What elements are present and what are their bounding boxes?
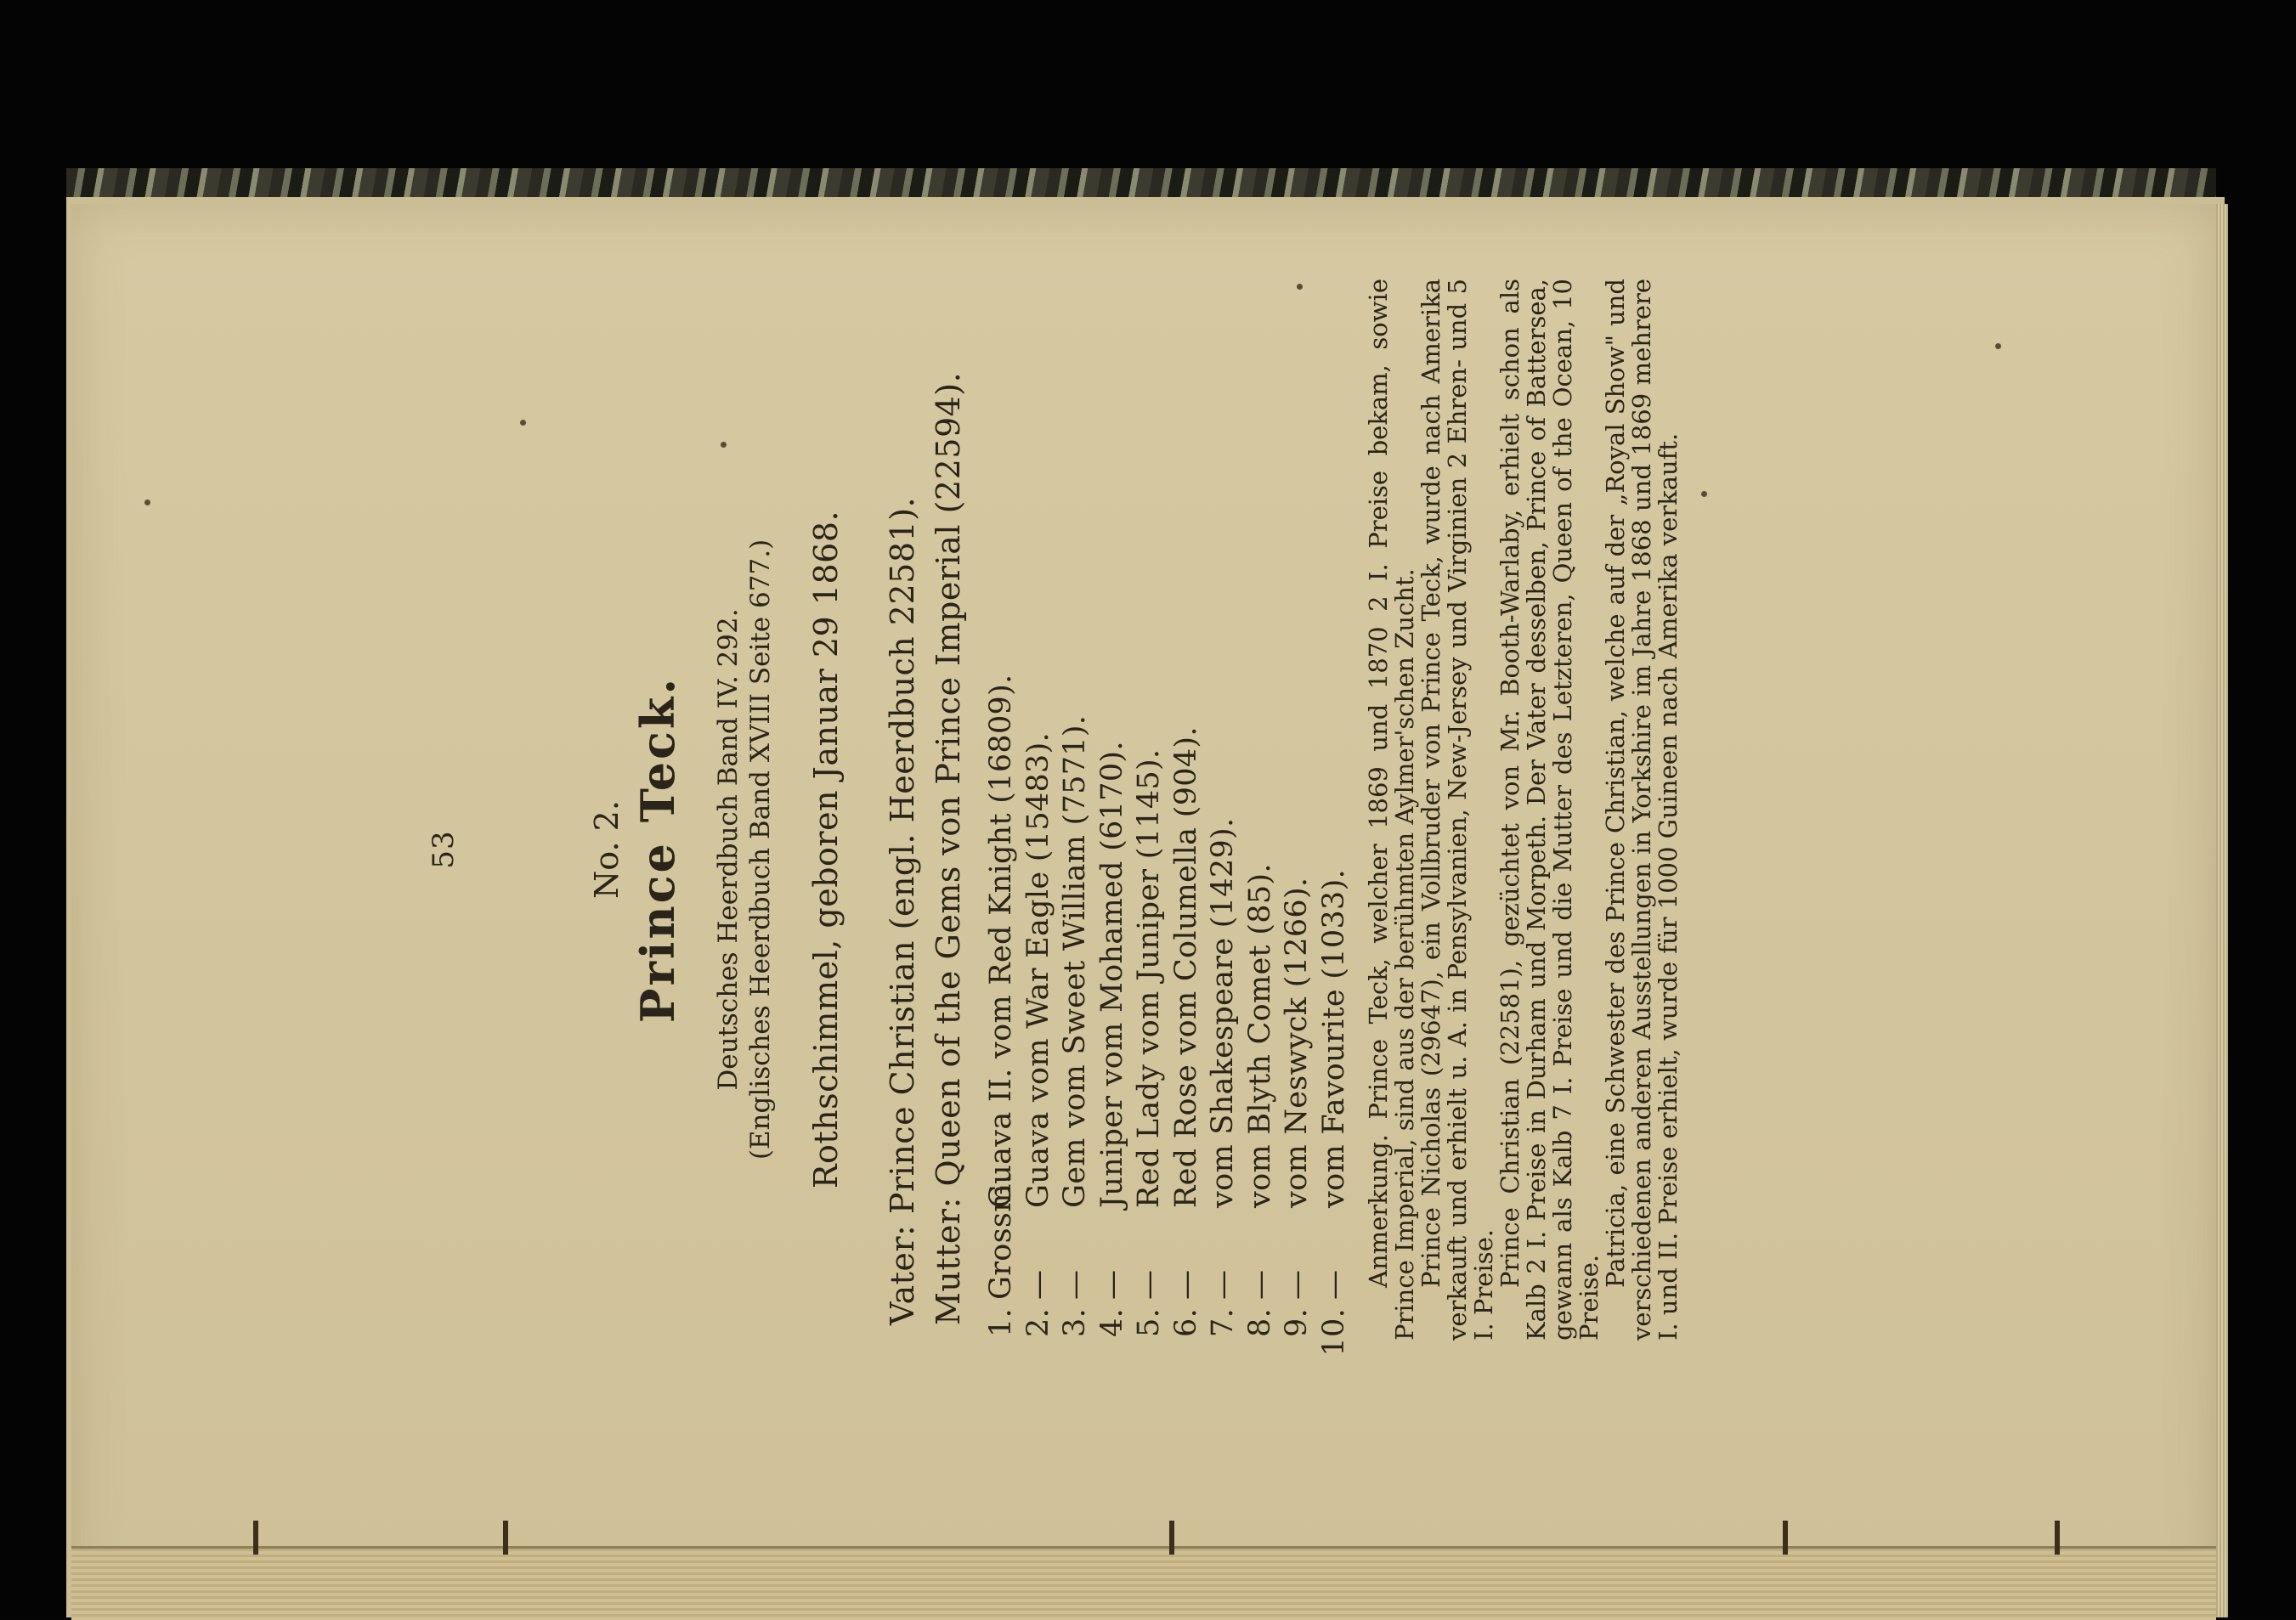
father-label: Vater: xyxy=(884,1224,921,1325)
list-item xyxy=(1058,255,1095,1359)
remark-paragraph: Patricia, eine Schwester des Prince Christian, welche auf der „Royal Show" und verschiedenen anderen Ausstellungen in Yorkshire im Jahre 1868 und 1869 mehrere I. und II. Preise erhielt, wurde für 1000 Guineen nach Amerika verkauft. xyxy=(1601,279,1682,1341)
herdbook-english: (Englisches Heerdbuch Band XVIII Seite 677.) xyxy=(745,539,776,1160)
ancestor-label: Grossm. xyxy=(984,1173,1018,1300)
ancestor-text: Gem vom Sweet William (7571). xyxy=(1058,714,1092,1208)
ancestor-label: — xyxy=(1242,1269,1277,1300)
book-gutter xyxy=(71,1546,2216,1620)
list-item xyxy=(1243,255,1281,1359)
ancestor-list xyxy=(984,255,1354,1359)
ancestor-number: 5. xyxy=(1132,1308,1166,1337)
ancestor-number: 1. xyxy=(984,1308,1018,1337)
list-item xyxy=(1095,255,1133,1359)
ancestor-number: 9. xyxy=(1280,1308,1314,1337)
remark-paragraph: Prince Nicholas (29647), ein Vollbruder von Prince Teck, wurde nach Amerika verkauft und erhielt u. A. in Pensylvanien, New-Jersey und Virginien 2 Ehren- und 5 I. Preise. xyxy=(1417,279,1498,1341)
page-edge xyxy=(2216,204,2228,1617)
father-line xyxy=(884,497,921,1325)
ancestor-number: 8. xyxy=(1242,1308,1277,1337)
ancestor-label: — xyxy=(1021,1269,1055,1300)
list-item xyxy=(1132,255,1169,1359)
herdbook-german: Deutsches Heerdbuch Band IV. 292. xyxy=(713,608,744,1091)
list-item xyxy=(1317,255,1354,1359)
binding-stitch xyxy=(503,1521,508,1555)
birth-info: Rothschimmel, geboren Januar 29 1868. xyxy=(807,510,845,1189)
page-title: Prince Teck. xyxy=(631,675,685,1024)
remark-paragraph: Prince Christian (22581), gezüchtet von Mr. Booth-Warlaby, erhielt schon als Kalb 2 I. Preise in Durham und Morpeth. Der Vater desselben, Prince of Battersea, gewann als Kalb 7 I. Preise und die Mutter des Letzteren, Queen of the Ocean, 10 Preise. xyxy=(1496,279,1603,1341)
ancestor-number: 7. xyxy=(1206,1308,1240,1337)
binding-stitch xyxy=(1783,1521,1788,1555)
remark-paragraph: Anmerkung. Prince Teck, welcher 1869 und 1870 2 I. Preise bekam, sowie Prince Imperial, sind aus der berühmten Aylmer'schen Zucht. xyxy=(1364,279,1419,1341)
ancestor-label: — xyxy=(1206,1269,1240,1300)
binding-stitch xyxy=(253,1521,258,1555)
ancestor-text: Guava II. vom Red Knight (16809). xyxy=(984,674,1018,1208)
ancestor-number: 10. xyxy=(1316,1308,1351,1357)
ancestor-text: Juniper vom Mohamed (6170). xyxy=(1094,741,1129,1208)
herdbook-references xyxy=(712,255,777,1444)
father-value: Prince Christian (engl. Heerdbuch 22581). xyxy=(884,496,921,1215)
binding-stitch xyxy=(2055,1521,2060,1555)
ancestor-text: Red Rose vom Columella (904). xyxy=(1168,726,1203,1208)
ancestor-text: vom Favourite (1033). xyxy=(1316,869,1351,1208)
mother-label: Mutter: xyxy=(930,1197,967,1325)
ancestor-text: vom Shakespeare (1429). xyxy=(1206,817,1240,1208)
remark-section xyxy=(1366,279,1682,1341)
list-item xyxy=(1280,255,1317,1359)
ancestor-label: — xyxy=(1094,1269,1129,1300)
ancestor-label: — xyxy=(1168,1269,1203,1300)
ancestor-number: 6. xyxy=(1168,1308,1203,1337)
ancestor-number: 4. xyxy=(1094,1308,1129,1337)
mother-line xyxy=(930,372,967,1325)
paper-speck xyxy=(144,500,150,505)
paper-speck xyxy=(1701,491,1707,497)
page-number: 53 xyxy=(427,830,461,869)
paper-speck xyxy=(1995,343,2001,349)
list-item xyxy=(984,255,1021,1359)
ancestor-text: Guava vom War Eagle (15483). xyxy=(1021,732,1055,1208)
ancestor-label: — xyxy=(1316,1269,1351,1300)
ancestor-label: — xyxy=(1280,1269,1314,1300)
ancestor-number: 2. xyxy=(1021,1308,1055,1337)
list-item xyxy=(1206,255,1243,1359)
page-text-block xyxy=(427,255,1682,1444)
binding-stitch xyxy=(1169,1521,1174,1555)
ancestor-text: Red Lady vom Juniper (1145). xyxy=(1132,748,1166,1208)
article-number: No. 2. xyxy=(588,800,625,899)
ancestor-label: — xyxy=(1132,1269,1166,1300)
ancestor-label: — xyxy=(1058,1269,1092,1300)
mother-value: Queen of the Gems von Prince Imperial (22594). xyxy=(930,371,967,1187)
ancestor-number: 3. xyxy=(1058,1308,1092,1337)
ancestor-text: vom Blyth Comet (85). xyxy=(1242,863,1277,1208)
list-item xyxy=(1169,255,1207,1359)
list-item xyxy=(1021,255,1059,1359)
ancestor-text: vom Neswyck (1266). xyxy=(1280,877,1314,1208)
